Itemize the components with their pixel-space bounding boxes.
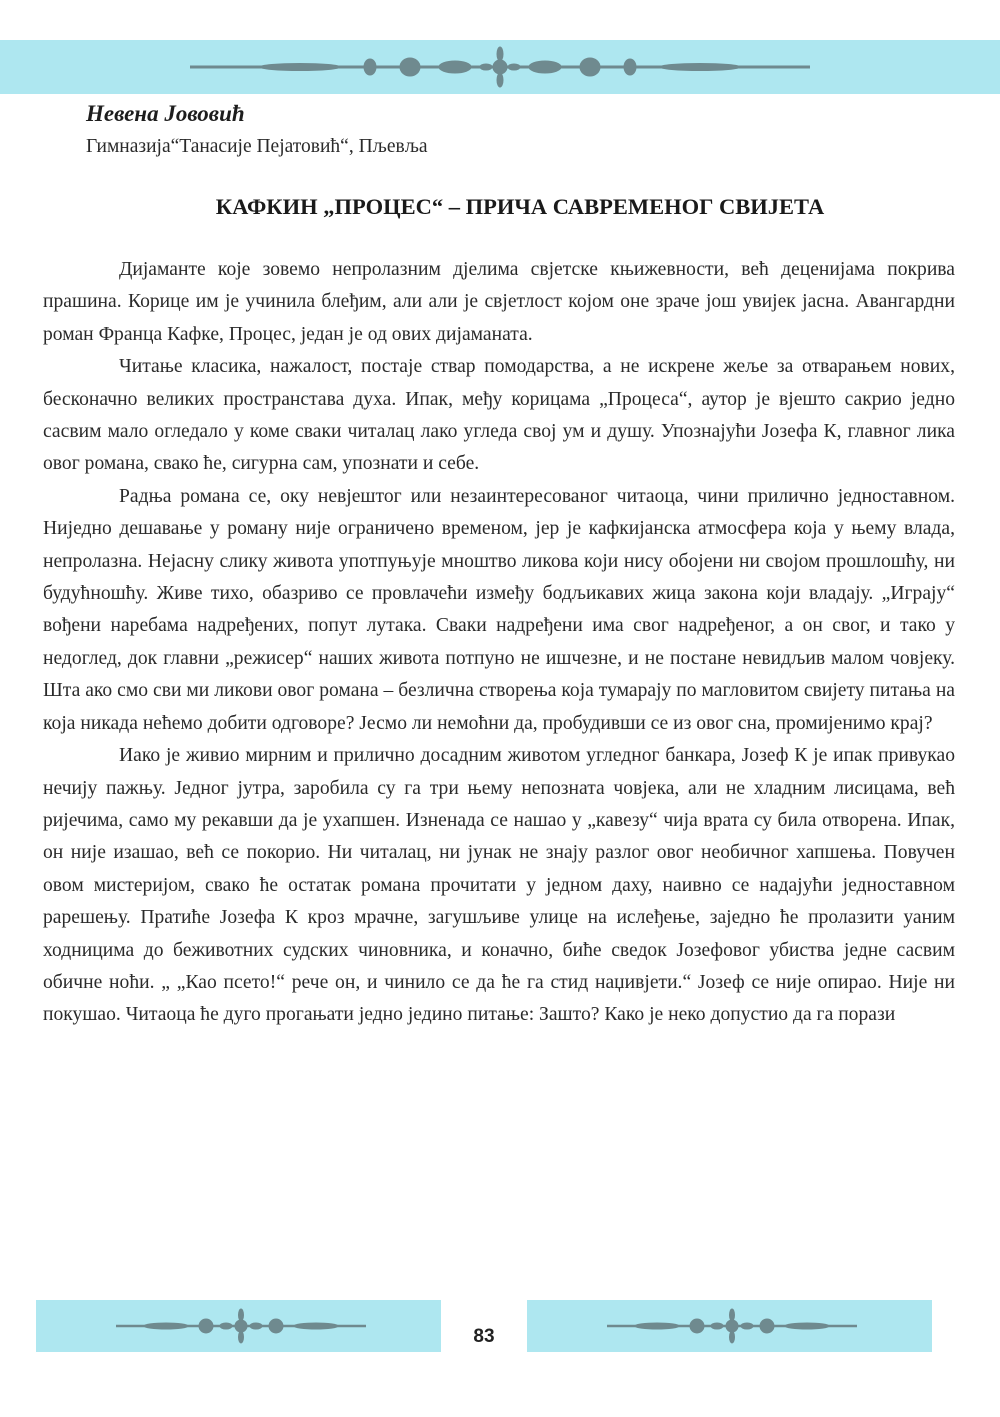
article-body — [43, 254, 955, 1032]
body-paragraph: Иако је живио мирним и прилично досадним животом угледног банкара, Јозеф К је ипак привукао нечију пажњу. Једног јутра, заробила су га три њему непозната човјека, али не хладним лисицама, већ ријечима, само му рекавши да је ухапшен. Изненада се нашао у „кавезу“ чија врата су била отворена. Ипак, он није изашао, већ се покорио. Ни читалац, ни јунак не знају разлог овог необичног хапшења. Повучен овом мистеријом, свако ће остатак романа прочитати у једном даху, наивно се надајући једноставном рарешењу. Пратиће Јозефа К кроз мрачне, загушљиве улице на ислеђење, заједно ће пролазити уаним ходницима до беживотних судских чиновника, и коначно, биће сведок Јозефовог убиства једне сасвим обичне ноћи. „ „Као псето!“ рече он, и чинило се да ће га стид наџивјети.“ Јозеф се није опирао. Није ни покушао. Читаоца ће дуго прогањати једно једино питање: Зашто? Како је неко допустио да га порази — [43, 745, 955, 1026]
body-paragraph: Читање класика, нажалост, постаје ствар помодарства, а не искрене жеље за отварањем нових, бесконачно великих пространстава духа. Ипак, међу корицама „Процеса“, аутор је вјешто сакрио једно сасвим мало огледало у коме сваки читалац лако угледа свој ум и душу. Упознајући Јозефа К, главног лика овог романа, свако ће, сигурна сам, упознати и себе. — [43, 356, 955, 475]
flourish-ornament-icon — [36, 1300, 441, 1352]
header-band — [0, 40, 1000, 94]
body-paragraph: Дијаманте које зовемо непролазним дјелима свјетске књижевности, већ деценијама покрива прашина. Корице им је учинила блеђим, али али је свјетлост којом оне зраче још увијек јасна. Авангардни роман Франца Кафке, Процес, један је од ових дијаманата. — [43, 259, 955, 345]
footer-band-right — [527, 1300, 932, 1352]
flourish-ornament-icon — [527, 1300, 932, 1352]
body-paragraph: Радња романа се, оку невјештог или незаинтересованог читаоца, чини прилично једноставном. Ниједно дешавање у роману није ограничено временом, јер је кафкијанска атмосфера која у њему влада, непролазна. Нејасну слику живота употпуњује мноштво ликова који нису обојени ни својом прошлошћу, ни будућношћу. Живе тихо, обазриво се провлачећи између бодљикавих жица закона који владају. „Играју“ вођени наребама надређених, попут лутака. Сваки надређени има свог надређеног, а он свог, и тако у недоглед, док главни „режисер“ наших живота потпуно не ишчезне, и не постане невидљив малом човјеку. Шта ако смо сви ми ликови овог романа – безлична створења која тумарају по магловитом свијету питања на која никада нећемо добити одговоре? Јесмо ли немоћни да, пробудивши се из овог сна, промијенимо крај? — [43, 485, 955, 734]
article-title: КАФКИН „ПРОЦЕС“ – ПРИЧА САВРЕМЕНОГ СВИЈЕТА — [215, 194, 825, 219]
page-number: 83 — [473, 1326, 495, 1347]
footer-band-left — [36, 1300, 441, 1352]
author-name: Невена Јововић — [86, 101, 245, 126]
flourish-ornament-icon — [0, 40, 1000, 94]
author-affiliation: Гимназија“Танасије Пејатовић“, Пљевља — [86, 136, 428, 157]
